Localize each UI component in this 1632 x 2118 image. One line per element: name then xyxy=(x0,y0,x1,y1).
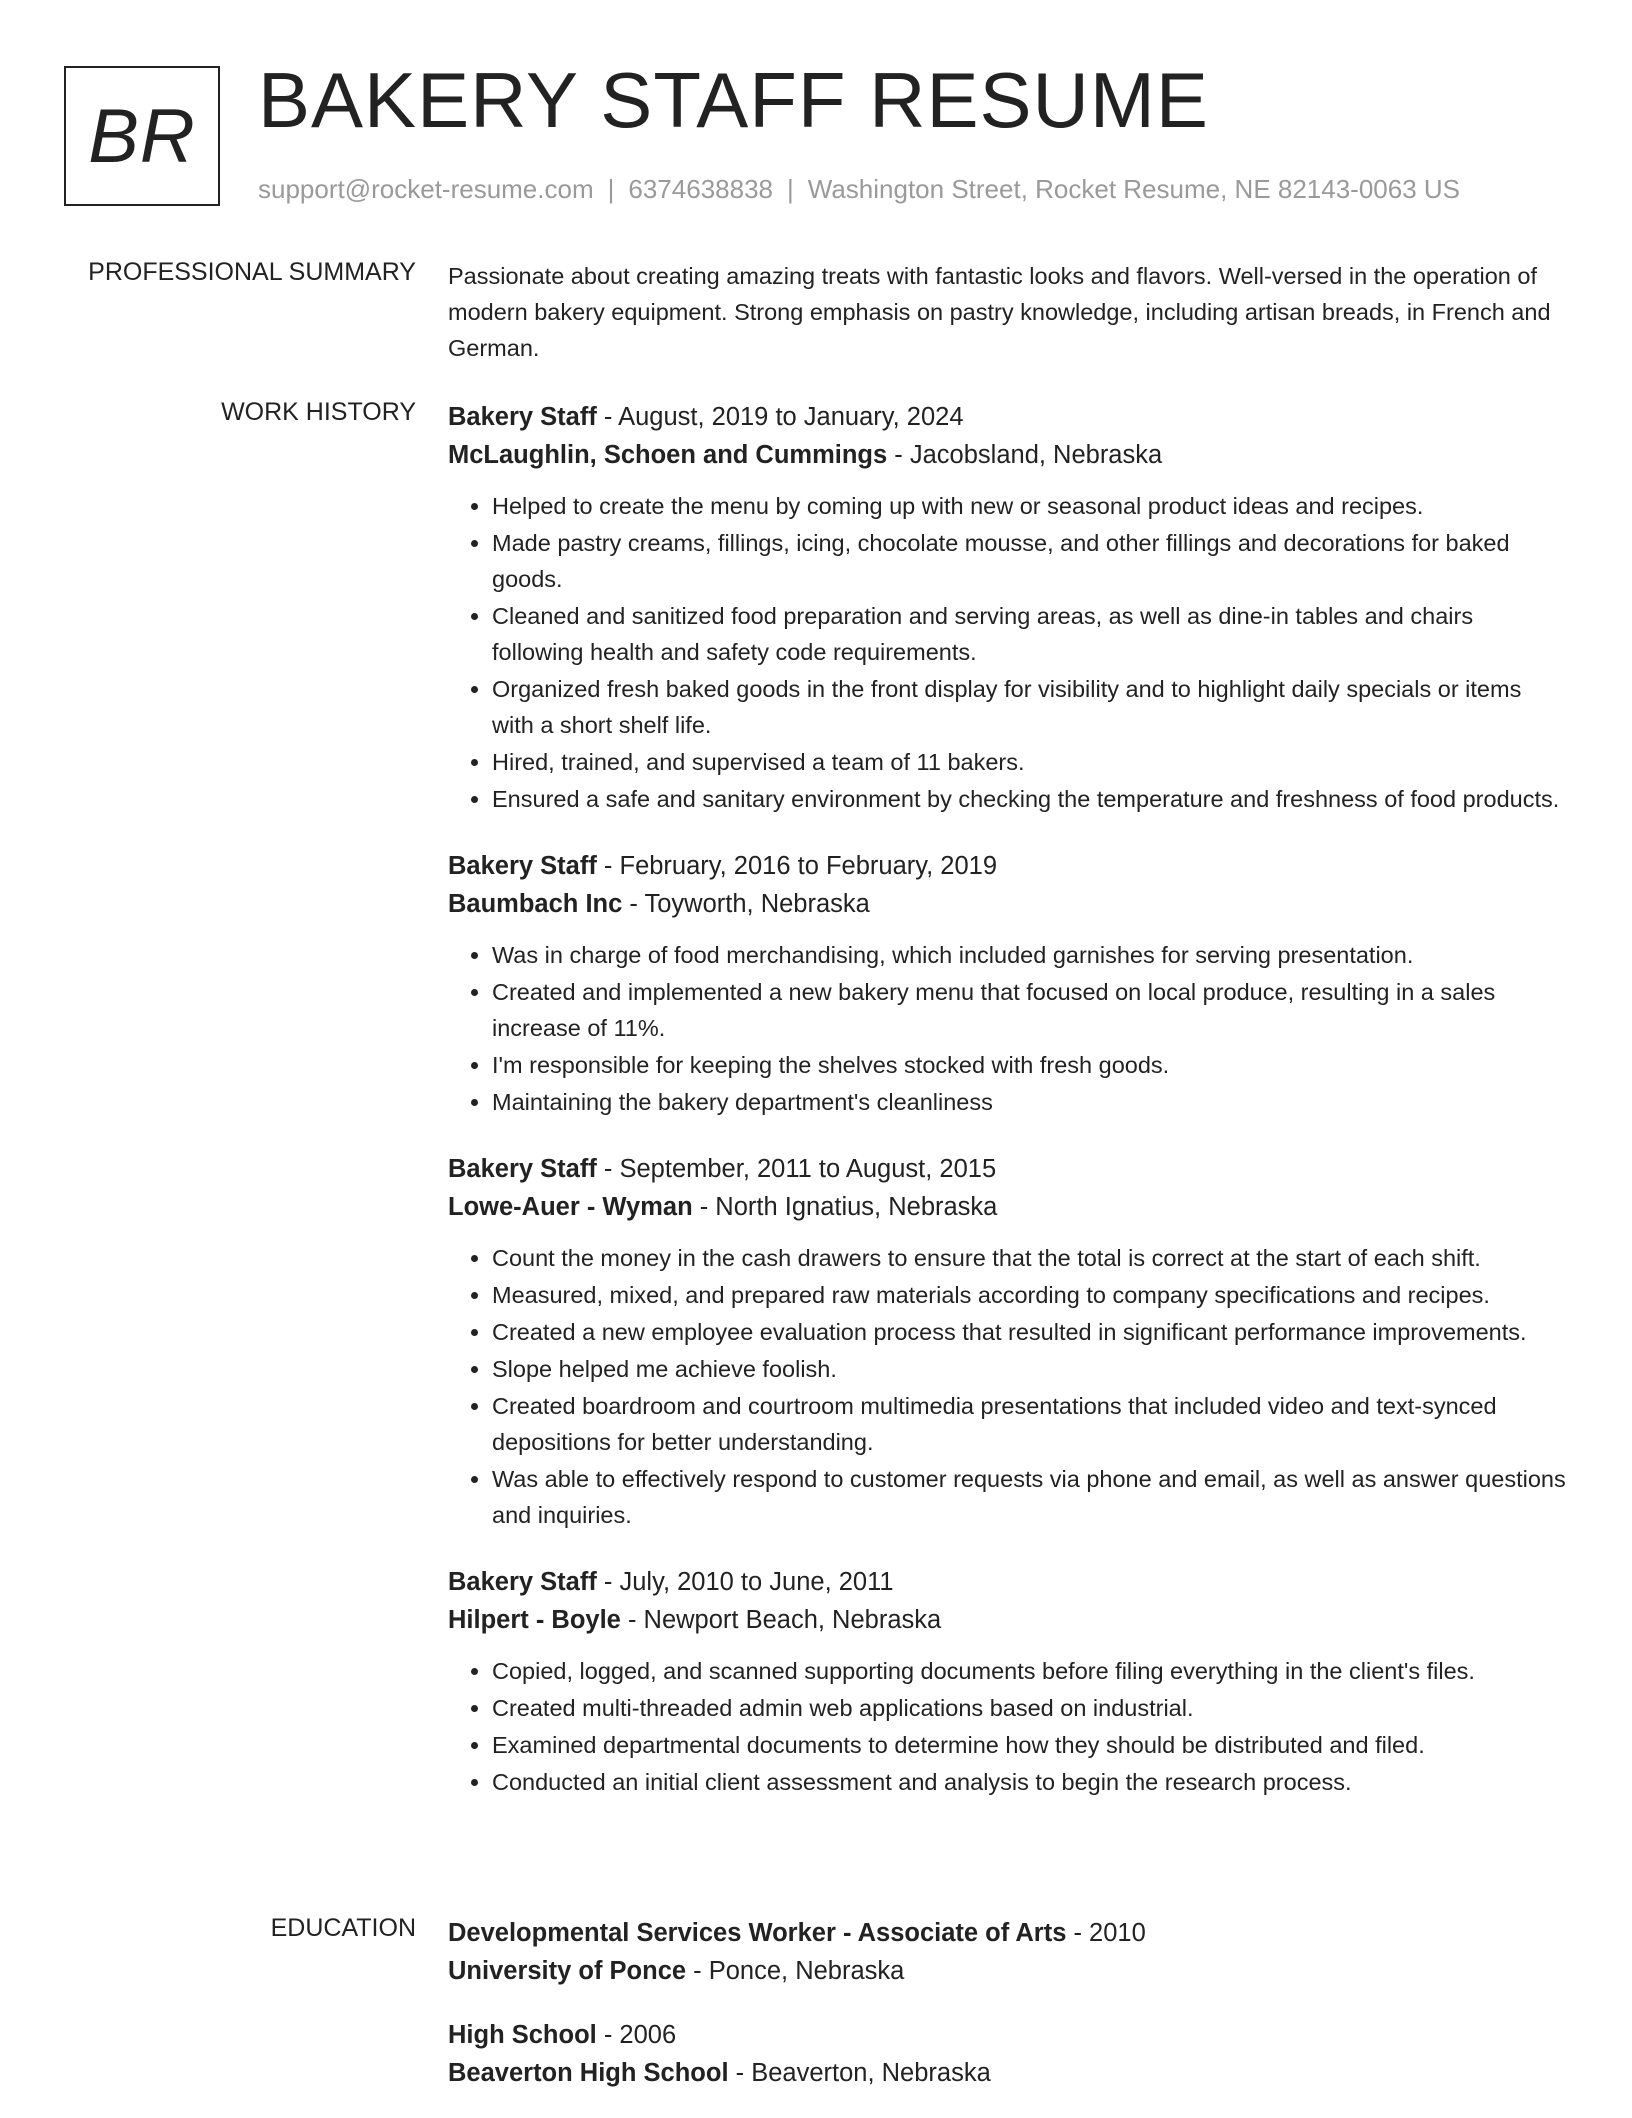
duty-list xyxy=(448,1240,1568,1533)
job-location: - North Ignatius, Nebraska xyxy=(692,1193,998,1221)
duty-item: • Created boardroom and courtroom multimedia presentations that included video and text-synced depositions for better understanding. xyxy=(492,1388,1568,1460)
job-title: Bakery Staff xyxy=(448,1568,597,1596)
duty-item: • Copied, logged, and scanned supporting documents before filing everything in the client's files. xyxy=(492,1653,1568,1689)
education-degree: High School xyxy=(448,2021,597,2049)
summary-text: Passionate about creating amazing treats with fantastic looks and flavors. Well-versed in the operation of modern bakery equipment. Strong emphasis on pastry knowledge, including artisan breads, in French and German. xyxy=(448,263,1551,361)
job-company: Baumbach Inc xyxy=(448,890,623,918)
duty-item: • I'm responsible for keeping the shelves stocked with fresh goods. xyxy=(492,1047,1568,1083)
job-company: McLaughlin, Schoen and Cummings xyxy=(448,441,888,469)
duty-list xyxy=(448,937,1568,1120)
contact-separator: | xyxy=(607,174,615,204)
education-degree: Developmental Services Worker - Associate of Arts xyxy=(448,1919,1067,1947)
work-label: WORK HISTORY xyxy=(221,398,416,426)
education-school: Beaverton High School xyxy=(448,2059,729,2087)
job-header xyxy=(448,398,1568,436)
education-label: EDUCATION xyxy=(270,1914,416,1942)
duty-item: • Created multi-threaded admin web applications based on industrial. xyxy=(492,1690,1568,1726)
monogram: BR xyxy=(64,66,220,206)
duty-item: • Created a new employee evaluation process that resulted in significant performance improvements. xyxy=(492,1314,1568,1350)
contact-email: support@rocket-resume.com xyxy=(258,174,594,204)
duty-item: • Organized fresh baked goods in the front display for visibility and to highlight daily specials or items with a short shelf life. xyxy=(492,671,1568,743)
job-location: - Newport Beach, Nebraska xyxy=(620,1606,942,1634)
job-header xyxy=(448,847,1568,885)
page-title: BAKERY STAFF RESUME xyxy=(258,56,1209,144)
duty-item: • Examined departmental documents to determine how they should be distributed and filed. xyxy=(492,1727,1568,1763)
contact-line xyxy=(258,174,1460,205)
job-company-line xyxy=(448,436,1568,474)
duty-item: • Helped to create the menu by coming up with new or seasonal product ideas and recipes. xyxy=(492,488,1568,524)
job-entry xyxy=(448,847,1568,1120)
education-header xyxy=(448,1914,1568,1952)
duty-list xyxy=(448,1653,1568,1800)
job-title: Bakery Staff xyxy=(448,1155,597,1183)
job-title: Bakery Staff xyxy=(448,852,597,880)
job-location: - Toyworth, Nebraska xyxy=(622,890,870,918)
job-entry xyxy=(448,1563,1568,1800)
job-dates: - August, 2019 to January, 2024 xyxy=(596,403,964,431)
job-company: Lowe-Auer - Wyman xyxy=(448,1193,693,1221)
education-header xyxy=(448,2016,1568,2054)
job-header xyxy=(448,1150,1568,1188)
contact-separator: | xyxy=(787,174,794,204)
education-year: - 2010 xyxy=(1066,1919,1146,1947)
education-school-line xyxy=(448,2054,1568,2092)
duty-item: • Was able to effectively respond to customer requests via phone and email, as well as answer questions and inquiries. xyxy=(492,1461,1568,1533)
duty-item: • Conducted an initial client assessment and analysis to begin the research process. xyxy=(492,1764,1568,1800)
summary-label: PROFESSIONAL SUMMARY xyxy=(88,258,416,286)
work-list xyxy=(448,398,1568,1830)
education-list xyxy=(448,1914,1568,2118)
education-entry xyxy=(448,2016,1568,2092)
education-location: - Ponce, Nebraska xyxy=(686,1957,905,1985)
education-school: University of Ponce xyxy=(448,1957,687,1985)
education-year: - 2006 xyxy=(596,2021,677,2049)
education-entry xyxy=(448,1914,1568,1990)
duty-item: • Cleaned and sanitized food preparation and serving areas, as well as dine-in tables and chairs following health and safety code requirements. xyxy=(492,598,1568,670)
job-company-line xyxy=(448,1188,1568,1226)
duty-item: • Slope helped me achieve foolish. xyxy=(492,1351,1568,1387)
duty-item: • Maintaining the bakery department's cleanliness xyxy=(492,1084,1568,1120)
duty-item: • Measured, mixed, and prepared raw materials according to company specifications and recipes. xyxy=(492,1277,1568,1313)
job-location: - Jacobsland, Nebraska xyxy=(887,441,1163,469)
contact-address: Washington Street, Rocket Resume, NE 82143-0063 US xyxy=(807,174,1461,204)
duty-item: • Hired, trained, and supervised a team of 11 bakers. xyxy=(492,744,1568,780)
duty-item: • Was in charge of food merchandising, which included garnishes for serving presentation. xyxy=(492,937,1568,973)
job-dates: - July, 2010 to June, 2011 xyxy=(596,1568,894,1596)
education-school-line xyxy=(448,1952,1568,1990)
job-company: Hilpert - Boyle xyxy=(448,1606,621,1634)
job-dates: - September, 2011 to August, 2015 xyxy=(596,1155,997,1183)
job-entry xyxy=(448,398,1568,817)
education-location: - Beaverton, Nebraska xyxy=(728,2059,991,2087)
duty-item: • Count the money in the cash drawers to ensure that the total is correct at the start of each shift. xyxy=(492,1240,1568,1276)
job-company-line xyxy=(448,1601,1568,1639)
duty-item: • Made pastry creams, fillings, icing, chocolate mousse, and other fillings and decorations for baked goods. xyxy=(492,525,1568,597)
job-entry xyxy=(448,1150,1568,1533)
duty-item: • Ensured a safe and sanitary environment by checking the temperature and freshness of food products. xyxy=(492,781,1568,817)
duty-item: • Created and implemented a new bakery menu that focused on local produce, resulting in a sales increase of 11%. xyxy=(492,974,1568,1046)
job-dates: - February, 2016 to February, 2019 xyxy=(596,852,998,880)
contact-phone: 6374638838 xyxy=(628,174,773,204)
job-company-line xyxy=(448,885,1568,923)
job-title: Bakery Staff xyxy=(448,403,597,431)
duty-list xyxy=(448,488,1568,817)
job-header xyxy=(448,1563,1568,1601)
